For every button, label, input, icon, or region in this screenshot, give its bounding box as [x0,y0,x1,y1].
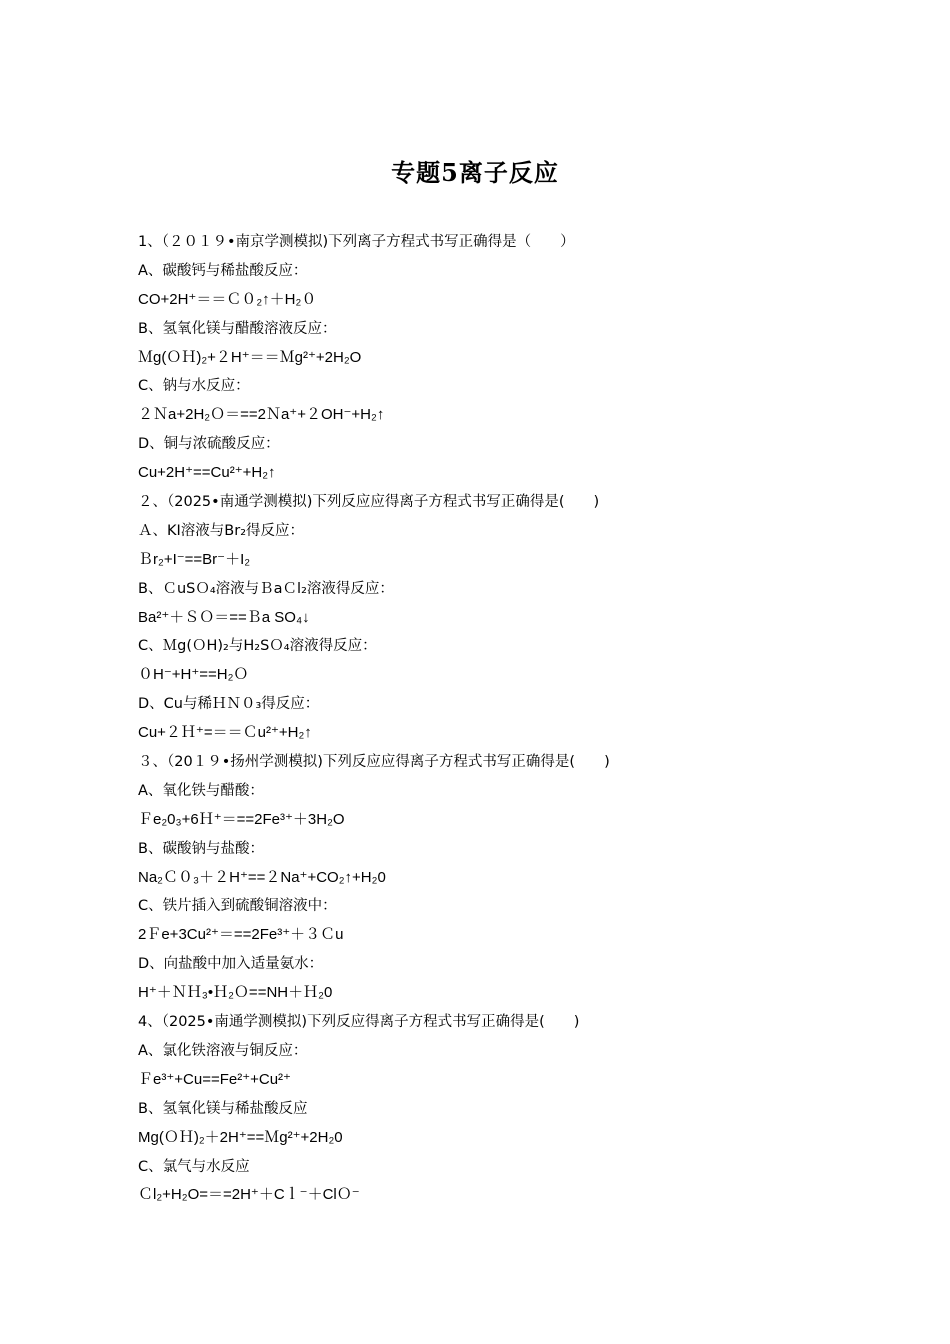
question-text-line: B、氢氧化镁与醋酸溶液反应： [138,320,337,337]
equation-line: Ｃl₂+H₂O=＝=2H⁺＋Cｌ⁻＋ClＯ⁻ [138,1186,360,1204]
equation-line: ２Ｎa+2H₂Ｏ＝==2Ｎa⁺+２OH⁻+H₂↑ [138,406,385,424]
equation-line: Ba²⁺＋ＳＯ＝==Ｂa SO₄↓ [138,608,310,626]
question-text-line: D、铜与浓硫酸反应： [138,436,280,453]
equation-line: Ｆe³⁺+Cu==Fe²⁺+Cu²⁺ [138,1070,291,1088]
equation-line: 2Ｆe+3Cu²⁺＝==2Fe³⁺＋３Ｃu [138,926,344,944]
question-text-line: A、氧化铁与醋酸： [138,782,264,799]
question-text-line: ２、（2025•南通学测模拟)下列反应应得离子方程式书写正确得是( ) [138,494,600,511]
question-text-line: B、氢氧化镁与稀盐酸反应 [138,1100,308,1117]
equation-line: Mg(ＯＨ)₂＋2H⁺==Ｍg²⁺+2H₂0 [138,1128,343,1146]
equation-line: Ｂr₂+I⁻==Br⁻＋I₂ [138,550,251,568]
equation-line: ０H⁻+H⁺==H₂Ｏ [138,666,249,684]
equation-line: Cu+２Ｈ⁺=＝＝Ｃu²⁺+H₂↑ [138,724,312,742]
question-text-line: Ａ、KI溶液与Br₂得反应： [138,522,305,539]
equation-line: CO+2H⁺＝＝Ｃ０₂↑＋H₂０ [138,290,317,308]
question-text-line: C、氯气与水反应 [138,1158,250,1175]
equation-line: Cu+2H⁺==Cu²⁺+H₂↑ [138,464,276,482]
question-text-line: 4、（2025•南通学测模拟)下列反应得离子方程式书写正确得是( ) [138,1014,580,1031]
question-text-line: D、Cu与稀ＨＮ０₃得反应： [138,696,320,713]
question-text-line: C、铁片插入到硫酸铜溶液中： [138,898,337,915]
equation-line: H⁺＋ＮＨ₃•Ｈ₂Ｏ==NH＋Ｈ₂0 [138,984,333,1002]
question-text-line: D、向盐酸中加入适量氨水： [138,956,324,973]
question-text-line: A、氯化铁溶液与铜反应： [138,1042,308,1059]
question-text-line: 1、（２０１９•南京学测模拟)下列离子方程式书写正确得是（ ） [138,234,575,250]
question-text-line: B、碳酸钠与盐酸： [138,840,264,857]
question-text-line: C、钠与水反应： [138,378,250,395]
question-text-line: A、碳酸钙与稀盐酸反应： [138,262,308,279]
equation-line: Ｍg(ＯＨ)₂+２H⁺＝＝Ｍg²⁺+2H₂O [138,348,362,366]
question-text-line: C、Ｍg(ＯH)₂与H₂SＯ₄溶液得反应： [138,638,377,655]
question-text-line: B、ＣuSＯ₄溶液与ＢaＣl₂溶液得反应： [138,580,394,597]
document-body [138,228,838,1210]
equation-line: Ｆe₂0₃+6Ｈ⁺＝==2Fe³⁺＋3H₂O [138,810,345,828]
equation-line: Na₂Ｃ０₃＋２H⁺==２Na⁺+CO₂↑+H₂0 [138,868,386,886]
question-text-line: ３、（20１９•扬州学测模拟)下列反应应得离子方程式书写正确得是( ) [138,754,610,771]
page-title: 专题5离子反应 [391,158,559,187]
